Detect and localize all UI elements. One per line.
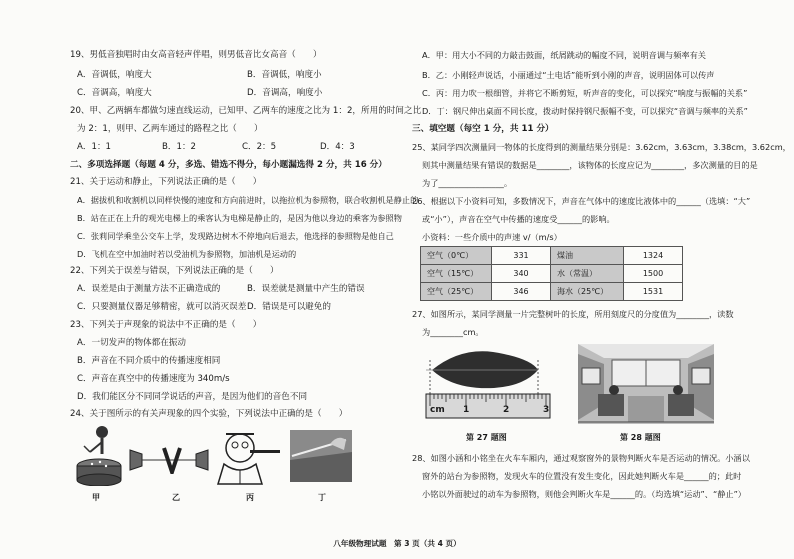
question-26-line2: 或“小”），声音在空气中传播的速度受______的影响。 [422,214,615,224]
question-28-line1: 28、如图小涵和小铭坐在火车车厢内，通过观察窗外的景物判断火车是否运动的情况。小涵以 [412,453,750,463]
q24-option-a: A．甲：用大小不同的力敲击鼓面，纸屑跳动的幅度不同，说明音调与频率有关 [422,50,706,60]
q20-option-c: C．2：5 [242,142,277,152]
ruler-tick-3: 3 [543,405,550,415]
q23-option-c: C．声音在真空中的传播速度为 340m/s [77,374,230,384]
table-cell: 331 [492,247,551,265]
question-24: 24、关于图所示的有关声现象的四个实验，下列说法中正确的是（ ） [70,409,348,419]
q20-option-b: B．1：2 [162,142,197,152]
question-28-line3: 小铭以外面驶过的动车为参照物，则他会判断火车是______的。（均选填“运动”、“静止”） [422,489,746,499]
question-22: 22、下列关于误差与错误，下列说法正确的是（ ） [70,266,279,276]
section-2-heading: 二、多项选择题（每题 4 分，多选、错选不得分，每小题漏选得 2 分，共 16 分） [70,160,387,170]
table-cell: 空气（25℃） [421,283,492,301]
table-cell: 海水（25℃） [551,283,624,301]
question-27-line1: 27、如图所示，某同学测量一片完整树叶的长度，所用刻度尺的分度值为________，读数 [412,309,734,319]
figure-label-ding: 丁 [318,493,326,502]
q23-option-b: B．声音在不同介质中的传播速度相同 [77,356,221,366]
q23-option-d: D．我们能区分不同同学说话的声音，是因为他们的音色不同 [77,392,308,402]
q24-option-d: D．丁：钢尺伸出桌面不同长度，拨动时保持钢尺振幅不变，可以探究“音调与频率的关系” [422,106,748,116]
question-20-line2: 为 2：1，则甲、乙两车通过的路程之比（ ） [77,124,263,134]
question-19: 19、男低音独唱时由女高音轻声伴唱，则男低音比女高音（ ） [70,50,322,60]
sound-speed-table [420,246,683,301]
question-20-line1: 20、甲、乙两辆车都做匀速直线运动，已知甲、乙两车的速度之比为 1：2，所用的时间之比 [70,106,422,116]
table-cell: 1531 [624,283,683,301]
q21-option-b: B．站在正在上升的观光电梯上的乘客认为电梯是静止的，是因为他以身边的乘客为参照物 [77,213,402,223]
ruler-tick-1: 1 [463,405,470,415]
question-27-line2: 为________cm。 [422,327,484,337]
question-28-line2: 窗外的站台为参照物，发现火车的位置没有发生变化，因此她判断火车是______的；此时 [422,471,742,481]
table-cell: 水（常温） [551,265,624,283]
table-cell: 346 [492,283,551,301]
figure-bing-blowing-tube [216,426,286,486]
figure-28-caption: 第 28 题图 [620,433,661,442]
table-cell: 1500 [624,265,683,283]
ruler-tick-2: 2 [503,405,510,415]
table-cell: 煤油 [551,247,624,265]
figure-label-bing: 丙 [246,493,254,502]
q21-option-a: A．据拔机和收割机以同样快慢的速度和方向前进时，以拖拉机为参照物，联合收割机是静止的 [77,195,419,205]
q20-option-a: A．1：1 [77,142,112,152]
table-row [421,283,683,301]
q23-option-a: A．一切发声的物体都在振动 [77,338,187,348]
table-cell: 空气（15℃） [421,265,492,283]
q19-option-d: D．音调高，响度小 [247,88,323,98]
question-23: 23、下列关于声现象的说法中不正确的是（ ） [70,320,262,330]
q19-option-c: C．音调高，响度大 [77,88,152,98]
question-21: 21、关于运动和静止，下列说法正确的是（ ） [70,177,262,187]
page-footer: 八年级物理试题 第 3 页（共 4 页） [333,539,461,548]
q20-option-d: D．4：3 [320,142,355,152]
sound-speed-table-title: 小资料：一些介质中的声速 v/（m/s） [422,232,562,242]
q19-option-a: A．音调低，响度大 [77,70,152,80]
question-25-line2: 则其中测量结果有错误的数据是________，该物体的长度应记为________，多次测量的目的是 [422,160,758,170]
section-3-heading: 三、填空题（每空 1 分，共 11 分） [412,124,554,134]
figure-ding-steel-ruler [290,430,352,482]
table-cell: 340 [492,265,551,283]
table-row [421,265,683,283]
q22-option-a: A．误差是由于测量方法不正确造成的 [77,284,221,294]
q19-option-b: B．音调低，响度小 [247,70,322,80]
q21-option-d: D．飞机在空中加油时若以受油机为参照物，加油机是运动的 [77,249,297,259]
figure-27-caption: 第 27 题图 [466,433,507,442]
question-25-line1: 25、某同学四次测量同一物体的长度得到的测量结果分别是：3.62cm，3.63cm，3.38cm，3.62cm， [412,142,791,152]
q24-option-c: C．丙：用力吹一根细管，并将它不断剪短，听声音的变化，可以探究“响度与振幅的关系” [422,88,748,98]
figure-yi-string-telephone [128,444,210,474]
table-row [421,247,683,265]
q22-option-c: C．只要测量仪器足够精密，就可以消灭误差 [77,302,247,312]
figure-jia-drum [70,424,128,486]
table-cell: 1324 [624,247,683,265]
q21-option-c: C．张莉同学乘坐公交车上学，发现路边树木不停地向后退去，他选择的参照物是他自己 [77,231,394,241]
table-cell: 空气（0℃） [421,247,492,265]
question-25-line3: 为了________________。 [422,178,513,188]
figure-28-train-carriage [578,344,714,424]
q24-option-b: B．乙：小刚轻声说话，小丽通过“土电话”能听到小刚的声音，说明固体可以传声 [422,70,715,80]
q22-option-d: D．错误是可以避免的 [247,302,331,312]
q22-option-b: B．误差就是测量中产生的错误 [247,284,365,294]
ruler-unit-label: cm [430,405,445,415]
question-26-line1: 26、根据以下小资料可知，多数情况下，声音在气体中的速度比液体中的______（选填：“大” [412,196,751,206]
figure-label-jia: 甲 [92,493,100,502]
figure-label-yi: 乙 [172,493,180,502]
